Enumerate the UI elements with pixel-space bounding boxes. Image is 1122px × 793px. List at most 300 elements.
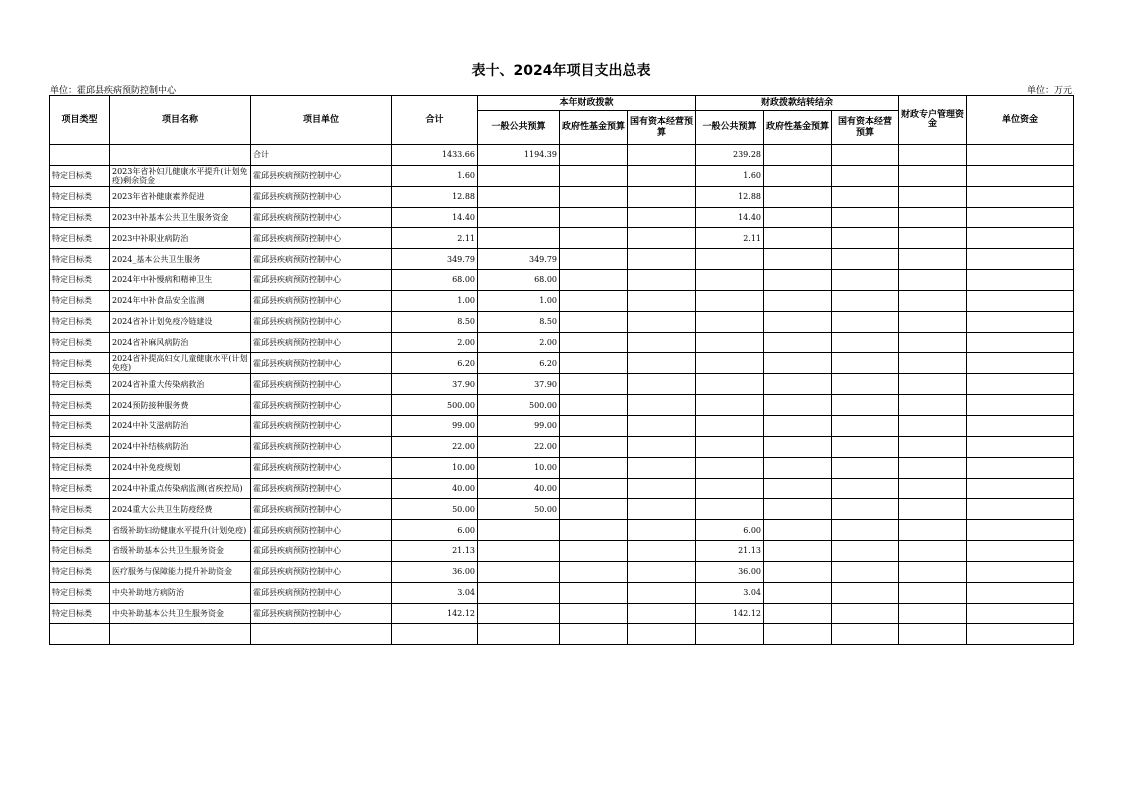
cell-project-type: 特定目标类 [50, 228, 110, 249]
cell-project-name: 2024省补计划免疫冷链建设 [110, 311, 251, 332]
table-row [50, 561, 1074, 582]
cell-project-unit: 霍邱县疾病预防控制中心 [251, 561, 392, 582]
cell-fiscal-special [899, 561, 967, 582]
cell-total: 36.00 [392, 561, 478, 582]
cell-current-gov-fund-budget [560, 145, 628, 166]
cell-carryover-gov-fund-budget [764, 395, 832, 416]
cell-current-gov-fund-budget [560, 499, 628, 520]
cell-unit-funds [967, 145, 1074, 166]
cell-total: 1433.66 [392, 145, 478, 166]
cell-unit-funds [967, 395, 1074, 416]
cell-carryover-gov-fund-budget [764, 270, 832, 291]
header-carryover-gov-fund-budget: 政府性基金预算 [764, 111, 832, 145]
unit-label-right: 单位：万元 [1026, 86, 1072, 96]
cell-project-unit: 霍邱县疾病预防控制中心 [251, 436, 392, 457]
table-row [50, 165, 1074, 186]
cell-project-name: 省级补助妇幼健康水平提升(计划免疫) [110, 520, 251, 541]
cell-project-unit: 霍邱县疾病预防控制中心 [251, 499, 392, 520]
cell-carryover-general-budget [696, 624, 764, 645]
cell-project-type: 特定目标类 [50, 186, 110, 207]
cell-carryover-state-capital-budget [832, 186, 899, 207]
cell-current-gov-fund-budget [560, 270, 628, 291]
cell-carryover-state-capital-budget [832, 353, 899, 374]
cell-carryover-general-budget: 142.12 [696, 603, 764, 624]
cell-fiscal-special [899, 186, 967, 207]
cell-total: 12.88 [392, 186, 478, 207]
cell-current-general-budget [478, 603, 560, 624]
cell-current-state-capital-budget [628, 436, 696, 457]
table-row [50, 541, 1074, 562]
cell-current-state-capital-budget [628, 228, 696, 249]
cell-current-general-budget [478, 520, 560, 541]
cell-project-type: 特定目标类 [50, 603, 110, 624]
header-current-general-budget: 一般公共预算 [478, 111, 560, 145]
header-carryover-general-budget: 一般公共预算 [696, 111, 764, 145]
cell-fiscal-special [899, 603, 967, 624]
cell-carryover-state-capital-budget [832, 311, 899, 332]
cell-carryover-state-capital-budget [832, 249, 899, 270]
cell-current-state-capital-budget [628, 249, 696, 270]
cell-current-general-budget: 2.00 [478, 332, 560, 353]
table-row [50, 395, 1074, 416]
cell-carryover-general-budget: 21.13 [696, 541, 764, 562]
cell-project-type: 特定目标类 [50, 249, 110, 270]
cell-fiscal-special [899, 332, 967, 353]
table-row [50, 478, 1074, 499]
cell-project-name: 2023年省补健康素养促进 [110, 186, 251, 207]
cell-carryover-gov-fund-budget [764, 478, 832, 499]
table-row [50, 145, 1074, 166]
cell-project-type: 特定目标类 [50, 499, 110, 520]
cell-current-gov-fund-budget [560, 311, 628, 332]
header-total: 合计 [392, 96, 478, 145]
cell-project-name: 2024中补免疫规划 [110, 457, 251, 478]
cell-unit-funds [967, 561, 1074, 582]
table-row [50, 457, 1074, 478]
cell-carryover-state-capital-budget [832, 145, 899, 166]
cell-carryover-general-budget [696, 270, 764, 291]
cell-project-name: 中央补助基本公共卫生服务资金 [110, 603, 251, 624]
cell-project-unit: 合计 [251, 145, 392, 166]
cell-project-unit [251, 624, 392, 645]
header-current-state-capital-budget: 国有资本经营预算 [628, 111, 696, 145]
cell-current-gov-fund-budget [560, 520, 628, 541]
cell-carryover-general-budget: 3.04 [696, 582, 764, 603]
cell-current-state-capital-budget [628, 290, 696, 311]
cell-current-gov-fund-budget [560, 374, 628, 395]
cell-carryover-gov-fund-budget [764, 186, 832, 207]
cell-current-gov-fund-budget [560, 624, 628, 645]
cell-current-state-capital-budget [628, 603, 696, 624]
cell-carryover-gov-fund-budget [764, 353, 832, 374]
cell-project-name: 2024年中补食品安全监测 [110, 290, 251, 311]
cell-fiscal-special [899, 541, 967, 562]
table-row [50, 228, 1074, 249]
cell-carryover-state-capital-budget [832, 165, 899, 186]
cell-project-type: 特定目标类 [50, 478, 110, 499]
cell-project-type: 特定目标类 [50, 374, 110, 395]
cell-project-unit: 霍邱县疾病预防控制中心 [251, 415, 392, 436]
cell-unit-funds [967, 270, 1074, 291]
cell-project-name: 2023中补职业病防治 [110, 228, 251, 249]
cell-current-state-capital-budget [628, 186, 696, 207]
cell-total: 37.90 [392, 374, 478, 395]
cell-current-gov-fund-budget [560, 457, 628, 478]
cell-total: 8.50 [392, 311, 478, 332]
cell-project-type: 特定目标类 [50, 582, 110, 603]
cell-unit-funds [967, 165, 1074, 186]
cell-carryover-gov-fund-budget [764, 332, 832, 353]
table-row [50, 186, 1074, 207]
cell-current-general-budget: 349.79 [478, 249, 560, 270]
cell-project-unit: 霍邱县疾病预防控制中心 [251, 603, 392, 624]
cell-total: 21.13 [392, 541, 478, 562]
cell-carryover-state-capital-budget [832, 582, 899, 603]
cell-carryover-gov-fund-budget [764, 290, 832, 311]
cell-project-unit: 霍邱县疾病预防控制中心 [251, 186, 392, 207]
cell-total: 99.00 [392, 415, 478, 436]
table-body [50, 145, 1074, 645]
cell-current-gov-fund-budget [560, 582, 628, 603]
cell-current-general-budget: 500.00 [478, 395, 560, 416]
cell-project-type: 特定目标类 [50, 353, 110, 374]
table-row [50, 415, 1074, 436]
cell-unit-funds [967, 582, 1074, 603]
cell-project-name: 2023中补基本公共卫生服务资金 [110, 207, 251, 228]
cell-carryover-gov-fund-budget [764, 582, 832, 603]
cell-carryover-state-capital-budget [832, 478, 899, 499]
table-row [50, 520, 1074, 541]
cell-project-name: 2024省补提高妇女儿童健康水平(计划免疫) [110, 353, 251, 374]
cell-current-state-capital-budget [628, 582, 696, 603]
cell-carryover-gov-fund-budget [764, 499, 832, 520]
cell-project-name: 2024预防接种服务费 [110, 395, 251, 416]
cell-carryover-general-budget [696, 436, 764, 457]
page-title: 表十、2024年项目支出总表 [471, 63, 651, 79]
cell-unit-funds [967, 436, 1074, 457]
cell-fiscal-special [899, 457, 967, 478]
cell-current-gov-fund-budget [560, 561, 628, 582]
cell-current-general-budget [478, 186, 560, 207]
cell-unit-funds [967, 207, 1074, 228]
cell-unit-funds [967, 541, 1074, 562]
cell-carryover-general-budget: 36.00 [696, 561, 764, 582]
cell-fiscal-special [899, 374, 967, 395]
cell-carryover-general-budget [696, 249, 764, 270]
cell-carryover-gov-fund-budget [764, 374, 832, 395]
cell-fiscal-special [899, 311, 967, 332]
cell-current-gov-fund-budget [560, 395, 628, 416]
cell-total: 40.00 [392, 478, 478, 499]
cell-current-state-capital-budget [628, 270, 696, 291]
cell-project-unit: 霍邱县疾病预防控制中心 [251, 582, 392, 603]
cell-carryover-general-budget [696, 332, 764, 353]
project-expenditure-table [49, 95, 1074, 645]
cell-carryover-general-budget: 14.40 [696, 207, 764, 228]
cell-project-type: 特定目标类 [50, 395, 110, 416]
cell-project-unit: 霍邱县疾病预防控制中心 [251, 457, 392, 478]
cell-carryover-state-capital-budget [832, 520, 899, 541]
cell-current-state-capital-budget [628, 165, 696, 186]
cell-current-general-budget [478, 207, 560, 228]
cell-unit-funds [967, 415, 1074, 436]
cell-current-state-capital-budget [628, 332, 696, 353]
cell-carryover-general-budget: 1.60 [696, 165, 764, 186]
cell-carryover-general-budget: 12.88 [696, 186, 764, 207]
header-unit-funds: 单位资金 [967, 96, 1074, 145]
cell-total: 6.20 [392, 353, 478, 374]
cell-current-gov-fund-budget [560, 436, 628, 457]
cell-carryover-state-capital-budget [832, 457, 899, 478]
cell-carryover-general-budget: 2.11 [696, 228, 764, 249]
cell-total: 10.00 [392, 457, 478, 478]
cell-carryover-gov-fund-budget [764, 228, 832, 249]
cell-fiscal-special [899, 228, 967, 249]
cell-project-type: 特定目标类 [50, 415, 110, 436]
header-project-unit: 项目单位 [251, 96, 392, 145]
cell-project-type: 特定目标类 [50, 165, 110, 186]
cell-unit-funds [967, 186, 1074, 207]
header-current-gov-fund-budget: 政府性基金预算 [560, 111, 628, 145]
cell-unit-funds [967, 499, 1074, 520]
cell-current-gov-fund-budget [560, 249, 628, 270]
cell-unit-funds [967, 228, 1074, 249]
cell-project-unit: 霍邱县疾病预防控制中心 [251, 541, 392, 562]
table-row [50, 207, 1074, 228]
cell-carryover-state-capital-budget [832, 332, 899, 353]
cell-project-unit: 霍邱县疾病预防控制中心 [251, 332, 392, 353]
cell-current-gov-fund-budget [560, 332, 628, 353]
cell-fiscal-special [899, 436, 967, 457]
cell-carryover-general-budget [696, 499, 764, 520]
cell-current-state-capital-budget [628, 395, 696, 416]
cell-current-state-capital-budget [628, 624, 696, 645]
cell-carryover-gov-fund-budget [764, 541, 832, 562]
cell-project-name: 2024中补艾滋病防治 [110, 415, 251, 436]
cell-project-unit: 霍邱县疾病预防控制中心 [251, 478, 392, 499]
table-row [50, 332, 1074, 353]
cell-carryover-state-capital-budget [832, 228, 899, 249]
table-row [50, 603, 1074, 624]
cell-current-general-budget: 6.20 [478, 353, 560, 374]
cell-current-state-capital-budget [628, 478, 696, 499]
cell-project-name [110, 145, 251, 166]
table-row [50, 353, 1074, 374]
table-row [50, 624, 1074, 645]
cell-current-general-budget [478, 624, 560, 645]
cell-carryover-general-budget [696, 353, 764, 374]
cell-fiscal-special [899, 478, 967, 499]
cell-fiscal-special [899, 624, 967, 645]
cell-carryover-gov-fund-budget [764, 249, 832, 270]
cell-total: 142.12 [392, 603, 478, 624]
cell-unit-funds [967, 249, 1074, 270]
cell-project-unit: 霍邱县疾病预防控制中心 [251, 290, 392, 311]
cell-unit-funds [967, 353, 1074, 374]
cell-project-name: 省级补助基本公共卫生服务资金 [110, 541, 251, 562]
cell-unit-funds [967, 311, 1074, 332]
cell-carryover-gov-fund-budget [764, 165, 832, 186]
cell-current-gov-fund-budget [560, 290, 628, 311]
cell-carryover-general-budget [696, 395, 764, 416]
cell-carryover-state-capital-budget [832, 415, 899, 436]
cell-unit-funds [967, 332, 1074, 353]
cell-current-gov-fund-budget [560, 353, 628, 374]
cell-project-type: 特定目标类 [50, 541, 110, 562]
table-row [50, 499, 1074, 520]
cell-project-type: 特定目标类 [50, 290, 110, 311]
cell-carryover-gov-fund-budget [764, 603, 832, 624]
cell-current-state-capital-budget [628, 207, 696, 228]
cell-current-state-capital-budget [628, 520, 696, 541]
cell-project-unit: 霍邱县疾病预防控制中心 [251, 520, 392, 541]
table-row [50, 270, 1074, 291]
cell-current-general-budget: 8.50 [478, 311, 560, 332]
cell-carryover-gov-fund-budget [764, 145, 832, 166]
cell-project-name: 2024省补麻风病防治 [110, 332, 251, 353]
cell-fiscal-special [899, 249, 967, 270]
cell-current-state-capital-budget [628, 457, 696, 478]
cell-carryover-state-capital-budget [832, 561, 899, 582]
cell-project-unit: 霍邱县疾病预防控制中心 [251, 270, 392, 291]
table-row [50, 290, 1074, 311]
header-fiscal-special: 财政专户管理资金 [899, 96, 967, 145]
cell-carryover-state-capital-budget [832, 436, 899, 457]
cell-project-type: 特定目标类 [50, 436, 110, 457]
cell-current-gov-fund-budget [560, 228, 628, 249]
cell-carryover-state-capital-budget [832, 541, 899, 562]
cell-carryover-general-budget [696, 311, 764, 332]
cell-total: 1.00 [392, 290, 478, 311]
cell-carryover-general-budget [696, 478, 764, 499]
cell-unit-funds [967, 374, 1074, 395]
cell-current-state-capital-budget [628, 499, 696, 520]
table-row [50, 582, 1074, 603]
cell-current-state-capital-budget [628, 311, 696, 332]
cell-total: 3.04 [392, 582, 478, 603]
cell-total: 1.60 [392, 165, 478, 186]
cell-project-name: 中央补助地方病防治 [110, 582, 251, 603]
cell-project-unit: 霍邱县疾病预防控制中心 [251, 165, 392, 186]
cell-carryover-general-budget [696, 415, 764, 436]
cell-current-state-capital-budget [628, 353, 696, 374]
cell-project-type: 特定目标类 [50, 270, 110, 291]
cell-current-general-budget [478, 228, 560, 249]
cell-current-gov-fund-budget [560, 186, 628, 207]
cell-fiscal-special [899, 145, 967, 166]
cell-fiscal-special [899, 520, 967, 541]
cell-project-type [50, 145, 110, 166]
cell-total: 2.11 [392, 228, 478, 249]
cell-project-unit: 霍邱县疾病预防控制中心 [251, 311, 392, 332]
cell-carryover-general-budget [696, 457, 764, 478]
cell-current-general-budget: 1.00 [478, 290, 560, 311]
cell-current-general-budget [478, 561, 560, 582]
cell-project-name: 2024_基本公共卫生服务 [110, 249, 251, 270]
cell-carryover-general-budget [696, 374, 764, 395]
cell-project-type [50, 624, 110, 645]
cell-current-gov-fund-budget [560, 478, 628, 499]
cell-project-unit: 霍邱县疾病预防控制中心 [251, 353, 392, 374]
cell-fiscal-special [899, 415, 967, 436]
cell-project-type: 特定目标类 [50, 561, 110, 582]
cell-carryover-state-capital-budget [832, 624, 899, 645]
cell-current-general-budget [478, 582, 560, 603]
cell-current-general-budget: 50.00 [478, 499, 560, 520]
header-project-type: 项目类型 [50, 96, 110, 145]
cell-current-state-capital-budget [628, 145, 696, 166]
cell-fiscal-special [899, 395, 967, 416]
cell-project-type: 特定目标类 [50, 207, 110, 228]
header-current-year-group: 本年财政拨款 [478, 96, 696, 111]
cell-carryover-gov-fund-budget [764, 207, 832, 228]
cell-project-name: 2024省补重大传染病救治 [110, 374, 251, 395]
cell-current-general-budget: 1194.39 [478, 145, 560, 166]
cell-current-gov-fund-budget [560, 541, 628, 562]
cell-current-state-capital-budget [628, 374, 696, 395]
cell-project-name: 2023年省补妇儿健康水平提升(计划免疫)剩余资金 [110, 165, 251, 186]
cell-project-type: 特定目标类 [50, 311, 110, 332]
cell-project-unit: 霍邱县疾病预防控制中心 [251, 207, 392, 228]
cell-project-unit: 霍邱县疾病预防控制中心 [251, 228, 392, 249]
cell-carryover-state-capital-budget [832, 270, 899, 291]
cell-total: 50.00 [392, 499, 478, 520]
cell-fiscal-special [899, 165, 967, 186]
cell-carryover-state-capital-budget [832, 207, 899, 228]
cell-current-general-budget: 37.90 [478, 374, 560, 395]
cell-current-state-capital-budget [628, 561, 696, 582]
cell-carryover-gov-fund-budget [764, 415, 832, 436]
cell-current-general-budget: 99.00 [478, 415, 560, 436]
cell-current-gov-fund-budget [560, 603, 628, 624]
cell-unit-funds [967, 457, 1074, 478]
table-row [50, 249, 1074, 270]
cell-carryover-gov-fund-budget [764, 457, 832, 478]
cell-total: 22.00 [392, 436, 478, 457]
cell-current-general-budget: 40.00 [478, 478, 560, 499]
cell-fiscal-special [899, 270, 967, 291]
cell-carryover-gov-fund-budget [764, 311, 832, 332]
cell-carryover-general-budget: 6.00 [696, 520, 764, 541]
cell-project-name: 医疗服务与保障能力提升补助资金 [110, 561, 251, 582]
cell-carryover-state-capital-budget [832, 499, 899, 520]
table-row [50, 374, 1074, 395]
cell-project-type: 特定目标类 [50, 332, 110, 353]
cell-project-type: 特定目标类 [50, 457, 110, 478]
cell-fiscal-special [899, 499, 967, 520]
cell-total: 500.00 [392, 395, 478, 416]
cell-total: 349.79 [392, 249, 478, 270]
cell-project-name: 2024重大公共卫生防疫经费 [110, 499, 251, 520]
unit-label-left: 单位：霍邱县疾病预防控制中心 [50, 86, 177, 96]
cell-project-unit: 霍邱县疾病预防控制中心 [251, 249, 392, 270]
cell-total: 6.00 [392, 520, 478, 541]
table-row [50, 311, 1074, 332]
header-carryover-group: 财政拨款结转结余 [696, 96, 899, 111]
cell-carryover-gov-fund-budget [764, 520, 832, 541]
cell-total [392, 624, 478, 645]
cell-project-name: 2024中补结核病防治 [110, 436, 251, 457]
cell-carryover-state-capital-budget [832, 290, 899, 311]
cell-current-gov-fund-budget [560, 207, 628, 228]
cell-current-general-budget: 10.00 [478, 457, 560, 478]
cell-current-general-budget [478, 165, 560, 186]
cell-carryover-gov-fund-budget [764, 624, 832, 645]
cell-carryover-gov-fund-budget [764, 436, 832, 457]
cell-project-type: 特定目标类 [50, 520, 110, 541]
cell-unit-funds [967, 290, 1074, 311]
cell-project-name: 2024年中补慢病和精神卫生 [110, 270, 251, 291]
